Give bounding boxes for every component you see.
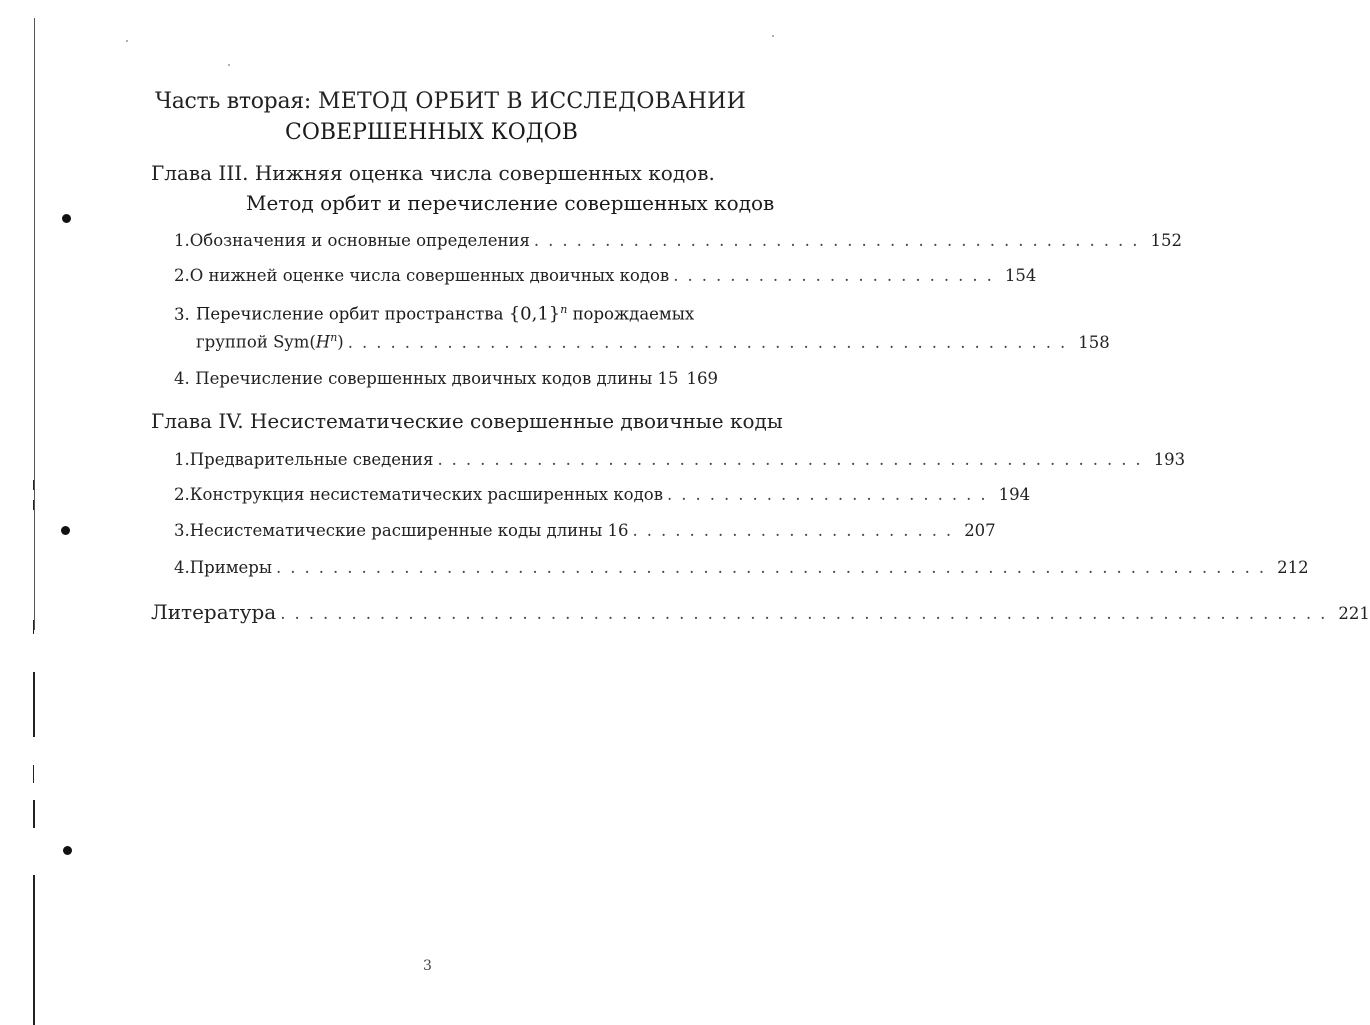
section-title: Примеры — [189, 558, 272, 577]
binding-hole-mark — [61, 526, 70, 535]
part-label: Часть вторая: — [155, 89, 311, 114]
chapter3-title: Глава III. Нижняя оценка числа совершенных кодов. — [151, 161, 715, 185]
scan-edge-line — [33, 765, 34, 783]
section-title: О нижней оценке числа совершенных двоичных кодов — [189, 266, 670, 285]
toc-entry[interactable]: 4. Примеры ...................................................................... 212 — [174, 558, 1309, 577]
toc-entry-multiline[interactable]: 3. Перечисление орбит пространства $\{0,1\}^n$ порождаемых — [174, 303, 695, 325]
chapter4-title: Глава IV. Несистематические совершенные двоичные коды — [151, 409, 783, 433]
part-title — [155, 86, 746, 118]
math-set: {0,1} — [508, 303, 561, 325]
chapter3-subtitle: Метод орбит и перечисление совершенных кодов — [246, 191, 775, 215]
section-number: 1. — [174, 231, 190, 250]
scan-edge-line — [33, 875, 35, 1025]
scan-edge-line — [33, 500, 34, 510]
scan-edge-line — [33, 715, 35, 737]
literature-title: Литература — [151, 600, 277, 624]
toc-entry[interactable]: 1. Предварительные сведения .................................................. 193 — [174, 450, 1186, 469]
section-number: 4. — [174, 369, 190, 388]
section-number: 1. — [174, 450, 190, 469]
section-title-line2: группой $Sym(H^n)$ — [196, 331, 344, 352]
part-title-line1: МЕТОД ОРБИТ В ИССЛЕДОВАНИИ — [317, 89, 746, 114]
section-number: 3. — [174, 304, 190, 324]
toc-entry[interactable]: 1. Обозначения и основные определения ........................................... 152 — [174, 231, 1182, 250]
toc-entry-continuation[interactable]: группой $Sym(H^n)$ ................................................... 158 — [196, 331, 1110, 352]
page-number: 3 — [423, 958, 432, 974]
toc-entry-literature[interactable]: Литература .......................................................................... 221 — [151, 600, 1370, 624]
section-title: Предварительные сведения — [189, 450, 434, 469]
section-title-line1: Перечисление орбит пространства — [196, 304, 504, 324]
section-title: Конструкция несистематических расширенных кодов — [189, 485, 663, 504]
section-title: Перечисление совершенных двоичных кодов длины 15 — [195, 369, 679, 388]
toc-entry[interactable] — [174, 369, 718, 388]
section-number: 2. — [174, 266, 190, 285]
section-page: 194 — [998, 485, 1031, 504]
section-title-line1-end: порождаемых — [572, 304, 695, 324]
section-page: 212 — [1277, 558, 1309, 577]
section-page: 154 — [1004, 266, 1037, 285]
section-number: 2. — [174, 485, 190, 504]
section-page: 169 — [686, 369, 718, 388]
toc-entry[interactable]: 3. Несистематические расширенные коды длины 16 ....................... 207 — [174, 521, 996, 540]
section-page: 158 — [1078, 332, 1110, 352]
section-number: 3. — [174, 521, 190, 540]
section-page: 207 — [964, 521, 996, 540]
section-number: 4. — [174, 558, 190, 577]
binding-hole-mark — [63, 846, 72, 855]
part-title-line2: СОВЕРШЕННЫХ КОДОВ — [285, 120, 578, 145]
binding-hole-mark — [62, 214, 71, 223]
section-page: 193 — [1153, 450, 1186, 469]
scan-edge-line — [33, 620, 34, 634]
section-title: Несистематические расширенные коды длины 16 — [189, 521, 629, 540]
scan-edge-line — [34, 18, 35, 630]
toc-entry[interactable]: 2. О нижней оценке числа совершенных двоичных кодов ....................... 154 — [174, 266, 1037, 285]
literature-page: 221 — [1338, 604, 1370, 623]
scan-edge-line — [33, 480, 34, 490]
section-page: 152 — [1150, 231, 1182, 250]
scan-edge-line — [33, 800, 35, 828]
toc-entry[interactable]: 2. Конструкция несистематических расширенных кодов ....................... 194 — [174, 485, 1031, 504]
section-title: Обозначения и основные определения — [189, 231, 530, 250]
